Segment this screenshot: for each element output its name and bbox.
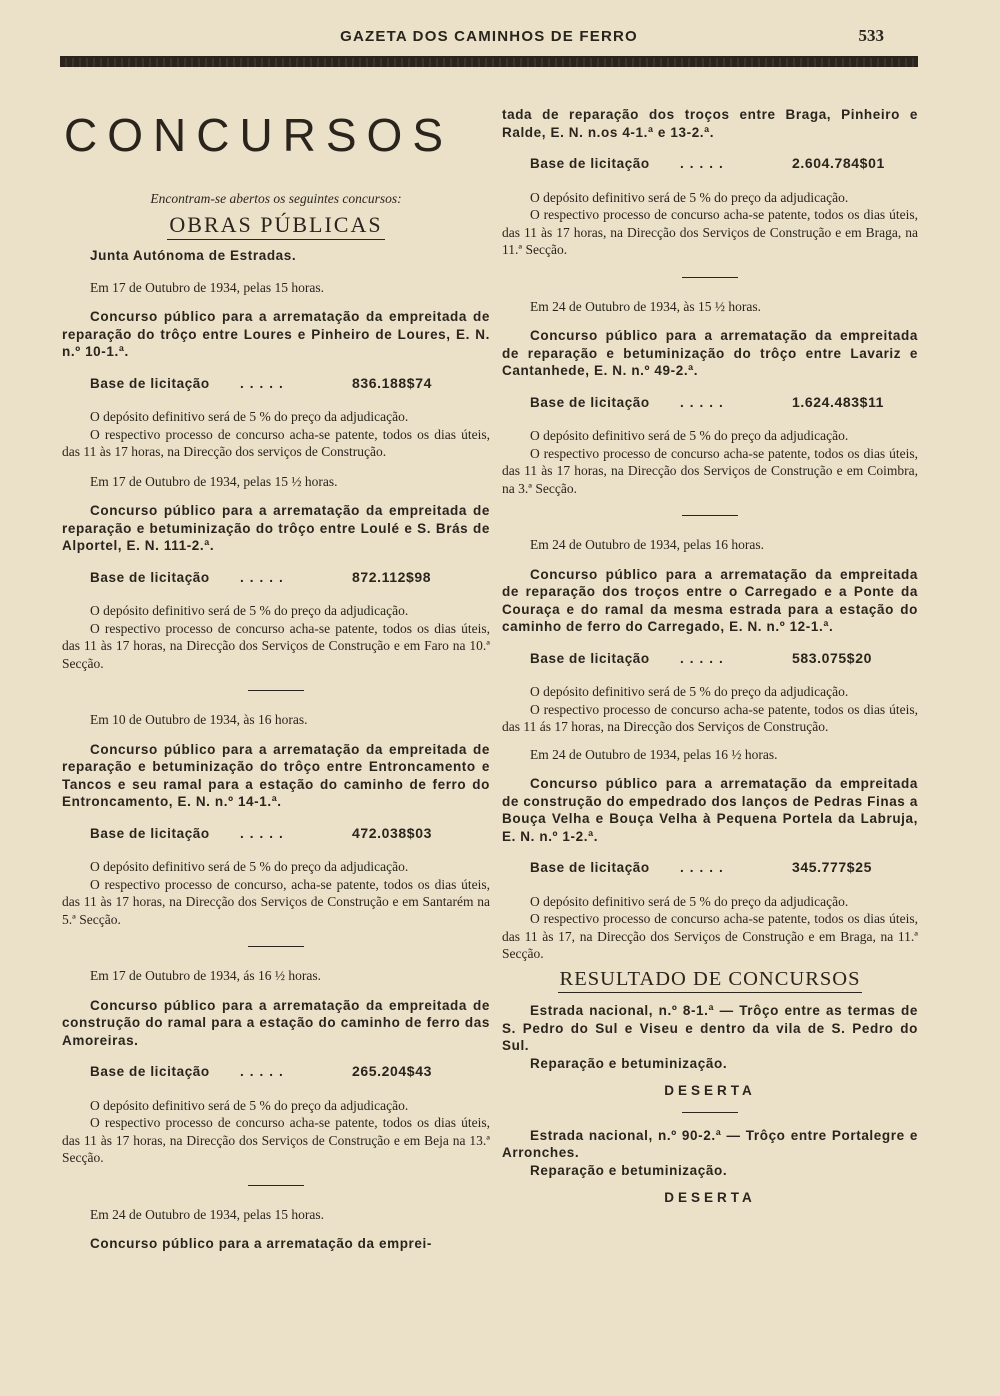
separator-rule <box>248 1185 304 1186</box>
tender-description: Concurso público para a arrematação da empreitada de reparação e betuminização do trôço entre Loulé e S. Brás de Alportel, E. N. 111-2.ª. <box>62 503 490 553</box>
process-text: O respectivo processo de concurso acha-se patente, todos os dias úteis, das 11 às 17, na Direcção dos Serviços de Construção e em Braga, na 11.ª Secção. <box>502 911 918 961</box>
header-rule <box>60 56 918 67</box>
tender-date: Em 24 de Outubro de 1934, pelas 16 horas. <box>530 537 764 552</box>
base-amount: 265.204$43 <box>352 1063 432 1079</box>
base-amount: 345.777$25 <box>792 859 872 875</box>
tender-description: Concurso público para a arrematação da empreitada de reparação dos troços entre o Carregado e a Ponte da Couraça e do ramal da mesma estrada para a estação do caminho de ferro do Carregado, E. N. n.º 12-1.ª. <box>502 566 918 634</box>
tender-description: Concurso público para a arrematação da empreitada de reparação e betuminização do trôço entre Lavariz e Cantanhede, E. N. n.º 49-2.ª. <box>502 328 918 378</box>
tender-description: Concurso público para a arrematação da empreitada de construção do empedrado dos lanços de Pedras Finas a Bouça Velha e Bouça Velha à Pequena Portela da Labruja, E. N. n.º 1-2.ª. <box>502 776 918 844</box>
base-label: Base de licitação <box>530 860 650 875</box>
tender-base-price <box>90 569 490 587</box>
base-label: Base de licitação <box>530 650 650 666</box>
base-label: Base de licitação <box>90 569 210 585</box>
base-amount: 872.112$98 <box>352 568 432 585</box>
result-status: DESERTA <box>664 1190 756 1205</box>
tender-base-price <box>530 155 918 173</box>
leader-dots: ..... <box>240 375 289 391</box>
separator-rule <box>682 515 738 516</box>
base-amount: 472.038$03 <box>352 824 432 841</box>
base-amount: 1.624.483$11 <box>792 393 885 410</box>
deposit-text: O depósito definitivo será de 5 % do preço da adjudicação. <box>530 684 849 699</box>
section-heading <box>62 211 490 237</box>
base-label: Base de licitação <box>530 394 650 410</box>
page-number: 533 <box>858 26 884 45</box>
result-item: Estrada nacional, n.º 8-1.ª — Trôço entre as termas de S. Pedro do Sul e Viseu e dentro da vila de S. Pedro do Sul. <box>502 1003 918 1053</box>
tender-base-price <box>530 859 918 877</box>
right-column <box>502 106 918 1215</box>
base-amount: 836.188$74 <box>352 374 432 391</box>
tender-date: Em 24 de Outubro de 1934, pelas 15 horas. <box>90 1206 324 1222</box>
leader-dots: ..... <box>240 825 289 841</box>
results-heading-text: RESULTADO DE CONCURSOS <box>558 968 863 993</box>
process-text: O respectivo processo de concurso acha-se patente, todos os dias úteis, das 11 às 17 horas, na Direcção dos Serviços de Construção e em Braga, na 11.ª Secção. <box>502 207 918 257</box>
leader-dots: ..... <box>680 860 729 875</box>
deposit-text: O depósito definitivo será de 5 % do preço da adjudicação. <box>530 893 849 909</box>
process-text: O respectivo processo de concurso acha-se patente, todos os dias úteis, das 11 às 17 horas, na Direcção dos Serviços de Construção e em Coimbra, na 3.ª Secção. <box>502 445 918 496</box>
leader-dots: ..... <box>680 650 729 666</box>
intro-text: Encontram-se abertos os seguintes concursos: <box>150 191 402 206</box>
deposit-text: O depósito definitivo será de 5 % do preço da adjudicação. <box>90 1097 409 1113</box>
tender-description: Concurso público para a arrematação da empreitada de reparação do trôço entre Loures e Pinheiro de Loures, E. N. n.º 10-1.ª. <box>62 309 490 359</box>
page-header <box>60 22 918 72</box>
base-label: Base de licitação <box>90 375 210 391</box>
deposit-text: O depósito definitivo será de 5 % do preço da adjudicação. <box>90 409 409 424</box>
separator-rule <box>248 690 304 691</box>
separator-rule <box>682 277 738 278</box>
tender-base-price <box>90 1063 490 1081</box>
journal-title: GAZETA DOS CAMINHOS DE FERRO <box>340 28 638 45</box>
deposit-text: O depósito definitivo será de 5 % do preço da adjudicação. <box>90 859 409 874</box>
results-heading <box>502 967 918 990</box>
process-text: O respectivo processo de concurso acha-se patente, todos os dias úteis, das 11 às 17 horas, na Direcção dos serviços de Construção. <box>62 426 490 459</box>
tender-description: Concurso público para a arrematação da empreitada de reparação e betuminização do trôço entre Entroncamento e Tancos e seu ramal para a estação do caminho de ferro do Entroncamento, E. N. n.º 14-1.ª. <box>62 741 490 809</box>
separator-rule <box>248 946 304 947</box>
tender-base-price <box>90 375 490 393</box>
tender-description: Concurso público para a arrematação da emprei- <box>90 1236 432 1251</box>
tender-date: Em 17 de Outubro de 1934, ás 16 ½ horas. <box>90 968 321 983</box>
tender-base-price <box>530 394 918 412</box>
result-status: DESERTA <box>664 1083 756 1098</box>
page-title: CONCURSOS <box>64 109 454 161</box>
tender-date: Em 24 de Outubro de 1934, pelas 16 ½ horas. <box>530 746 778 762</box>
base-label: Base de licitação <box>530 156 650 171</box>
deposit-text: O depósito definitivo será de 5 % do preço da adjudicação. <box>530 189 849 205</box>
organization-name: Junta Autónoma de Estradas. <box>90 248 297 263</box>
base-amount: 2.604.784$01 <box>792 155 885 171</box>
separator-rule <box>682 1112 738 1113</box>
process-text: O respectivo processo de concurso acha-se patente, todos os dias úteis, das 11 ás 17 horas, na Direcção dos Serviços de Construção. <box>502 701 918 734</box>
base-label: Base de licitação <box>90 825 210 841</box>
process-text: O respectivo processo de concurso acha-se patente, todos os dias úteis, das 11 às 17 horas, na Direcção dos Serviços de Construção e em Beja na 13.ª Secção. <box>62 1115 490 1165</box>
tender-description: Concurso público para a arrematação da empreitada de construção do ramal para a estação do caminho de ferro das Amoreiras. <box>62 997 490 1048</box>
leader-dots: ..... <box>240 569 289 585</box>
tender-base-price <box>530 650 918 668</box>
section-heading-text: OBRAS PÚBLICAS <box>167 212 384 240</box>
base-label: Base de licitação <box>90 1064 210 1079</box>
tender-description-continued: tada de reparação dos troços entre Braga, Pinheiro e Ralde, E. N. n.os 4-1.ª e 13-2.ª. <box>502 107 918 140</box>
leader-dots: ..... <box>680 394 729 410</box>
deposit-text: O depósito definitivo será de 5 % do preço da adjudicação. <box>90 603 409 618</box>
tender-date: Em 17 de Outubro de 1934, pelas 15 horas. <box>90 279 324 295</box>
deposit-text: O depósito definitivo será de 5 % do preço da adjudicação. <box>530 428 849 443</box>
result-item: Estrada nacional, n.º 90-2.ª — Trôço entre Portalegre e Arronches. <box>502 1127 918 1160</box>
tender-date: Em 24 de Outubro de 1934, às 15 ½ horas. <box>530 298 761 314</box>
process-text: O respectivo processo de concurso acha-se patente, todos os dias úteis, das 11 às 17 horas, na Direcção dos Serviços de Construção e em Faro na 10.ª Secção. <box>62 620 490 671</box>
result-subtext: Reparação e betuminização. <box>530 1162 728 1178</box>
base-amount: 583.075$20 <box>792 649 872 666</box>
result-subtext: Reparação e betuminização. <box>530 1055 728 1071</box>
process-text: O respectivo processo de concurso, acha-se patente, todos os dias úteis, das 11 às 17 horas, na Direcção dos Serviços de Construção e em Santarém na 5.ª Secção. <box>62 876 490 927</box>
tender-date: Em 17 de Outubro de 1934, pelas 15 ½ horas. <box>90 473 338 489</box>
tender-base-price <box>90 825 490 843</box>
leader-dots: ..... <box>680 156 729 171</box>
tender-date: Em 10 de Outubro de 1934, às 16 horas. <box>90 712 308 727</box>
leader-dots: ..... <box>240 1064 289 1079</box>
left-column <box>62 100 490 1267</box>
